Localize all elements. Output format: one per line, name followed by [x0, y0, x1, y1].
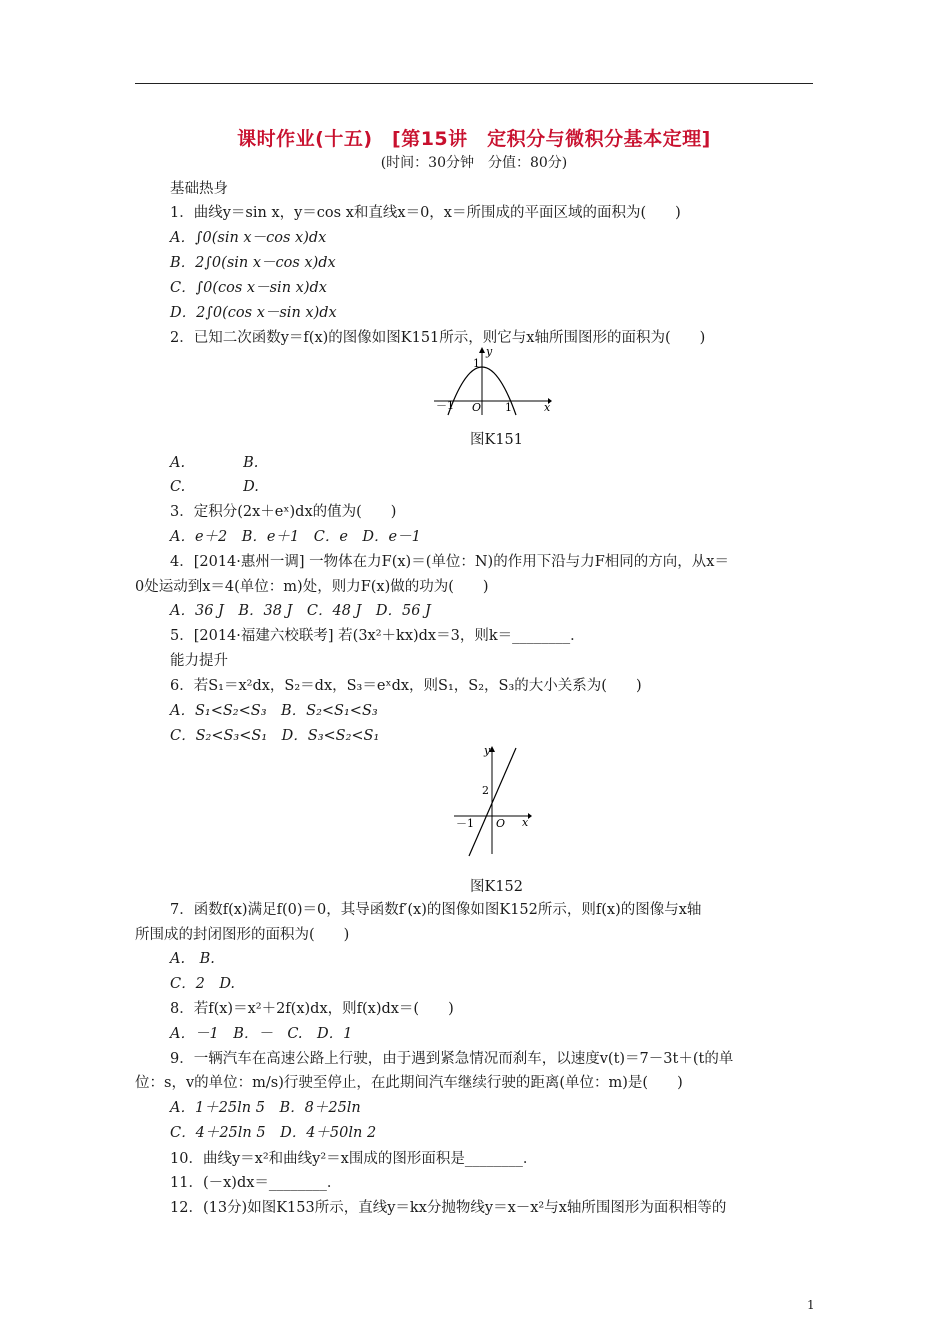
question-5: 5．[2014·福建六校联考] 若(3x²＋kx)dx＝3，则k＝________． [170, 628, 585, 644]
question-7-line-1: 7．函数f(x)满足f(0)＝0，其导函数f′(x)的图像如图K152所示，则f(x)的图像与x轴 [170, 902, 702, 918]
question-10: 10．曲线y＝x²和曲线y²＝x围成的图形面积是________． [170, 1151, 538, 1167]
x-axis-label: x [522, 816, 529, 829]
question-2-options-cd: C. D. [170, 479, 259, 495]
question-6-options-ab: A．S₁<S₂<S₃ B．S₂<S₁<S₃ [170, 703, 378, 719]
figure-k152-caption: 图K152 [470, 879, 524, 895]
question-2: 2．已知二次函数y＝f(x)的图像如图K151所示，则它与x轴所围图形的面积为( ) [170, 330, 706, 346]
question-1-option-c: C．∫0(cos x－sin x)dx [170, 280, 327, 296]
question-4-line-2: 0处运动到x＝4(单位：m)处，则力F(x)做的功为( ) [135, 579, 489, 595]
question-6-options-cd: C．S₂<S₃<S₁ D．S₃<S₂<S₁ [170, 728, 380, 744]
question-7-line-2: 所围成的封闭图形的面积为( ) [135, 927, 350, 943]
question-1: 1．曲线y＝sin x，y＝cos x和直线x＝0，x＝所围成的平面区域的面积为( ) [170, 205, 681, 221]
question-3-options: A．e＋2 B．e＋1 C．e D．e－1 [170, 529, 421, 545]
question-11: 11．(－x)dx＝________． [170, 1175, 342, 1191]
y-intercept-label: 2 [482, 784, 489, 797]
x-axis-label: x [544, 401, 551, 414]
page-subtitle: (时间：30分钟 分值：80分) [380, 155, 568, 171]
question-3: 3．定积分(2x＋eˣ)dx的值为( ) [170, 504, 397, 520]
question-9-options-cd: C．4＋25ln 5 D．4＋50ln 2 [170, 1125, 377, 1141]
y-intercept-label: 1 [473, 357, 480, 370]
question-7-options-ab: A. B. [170, 951, 215, 967]
question-1-option-b: B．2∫0(sin x－cos x)dx [170, 255, 336, 271]
page-title: 课时作业(十五) [第15讲 定积分与微积分基本定理] [237, 128, 711, 150]
section-advanced: 能力提升 [170, 653, 228, 669]
header-rule [135, 83, 813, 84]
question-12: 12．(13分)如图K153所示，直线y＝kx分抛物线y＝x－x²与x轴所围图形为面积相等的 [170, 1200, 727, 1216]
pos-one-label: 1 [505, 401, 512, 414]
figure-k152 [450, 742, 540, 862]
question-1-option-a: A．∫0(sin x－cos x)dx [170, 230, 327, 246]
y-axis-label: y [486, 345, 493, 358]
figure-k151-caption: 图K151 [470, 432, 524, 448]
y-axis-arrow-icon [479, 347, 485, 353]
question-8: 8．若f(x)＝x²＋2f(x)dx，则f(x)dx＝( ) [170, 1001, 454, 1017]
origin-label: O [496, 817, 506, 830]
question-6: 6．若S₁＝x²dx，S₂＝dx，S₃＝eˣdx，则S₁，S₂，S₃的大小关系为( ) [170, 678, 642, 694]
origin-label: O [472, 401, 482, 414]
x-axis-arrow-icon [528, 813, 532, 819]
question-1-option-d: D．2∫0(cos x－sin x)dx [170, 305, 337, 321]
question-2-options-ab: A. B. [170, 455, 259, 471]
figure-k151 [432, 345, 552, 417]
question-7-options-cd: C．2 D. [170, 976, 236, 992]
section-basic: 基础热身 [170, 181, 228, 197]
page-number: 1 [807, 1298, 815, 1312]
neg-one-label: －1 [456, 817, 474, 830]
question-9-options-ab: A．1＋25ln 5 B．8＋25ln [170, 1100, 361, 1116]
question-4-line-1: 4．[2014·惠州一调] 一物体在力F(x)＝(单位：N)的作用下沿与力F相同的方向，从x＝ [170, 554, 729, 570]
question-8-options: A．－1 B．－ C. D．1 [170, 1026, 353, 1042]
y-axis-label: y [484, 744, 491, 757]
neg-one-label: －1 [436, 399, 454, 412]
question-9-line-2: 位：s，v的单位：m/s)行驶至停止，在此期间汽车继续行驶的距离(单位：m)是( ) [135, 1075, 683, 1091]
question-9-line-1: 9．一辆汽车在高速公路上行驶，由于遇到紧急情况而刹车，以速度v(t)＝7－3t＋(t的单 [170, 1051, 734, 1067]
question-4-options: A．36 J B．38 J C．48 J D．56 J [170, 603, 431, 619]
